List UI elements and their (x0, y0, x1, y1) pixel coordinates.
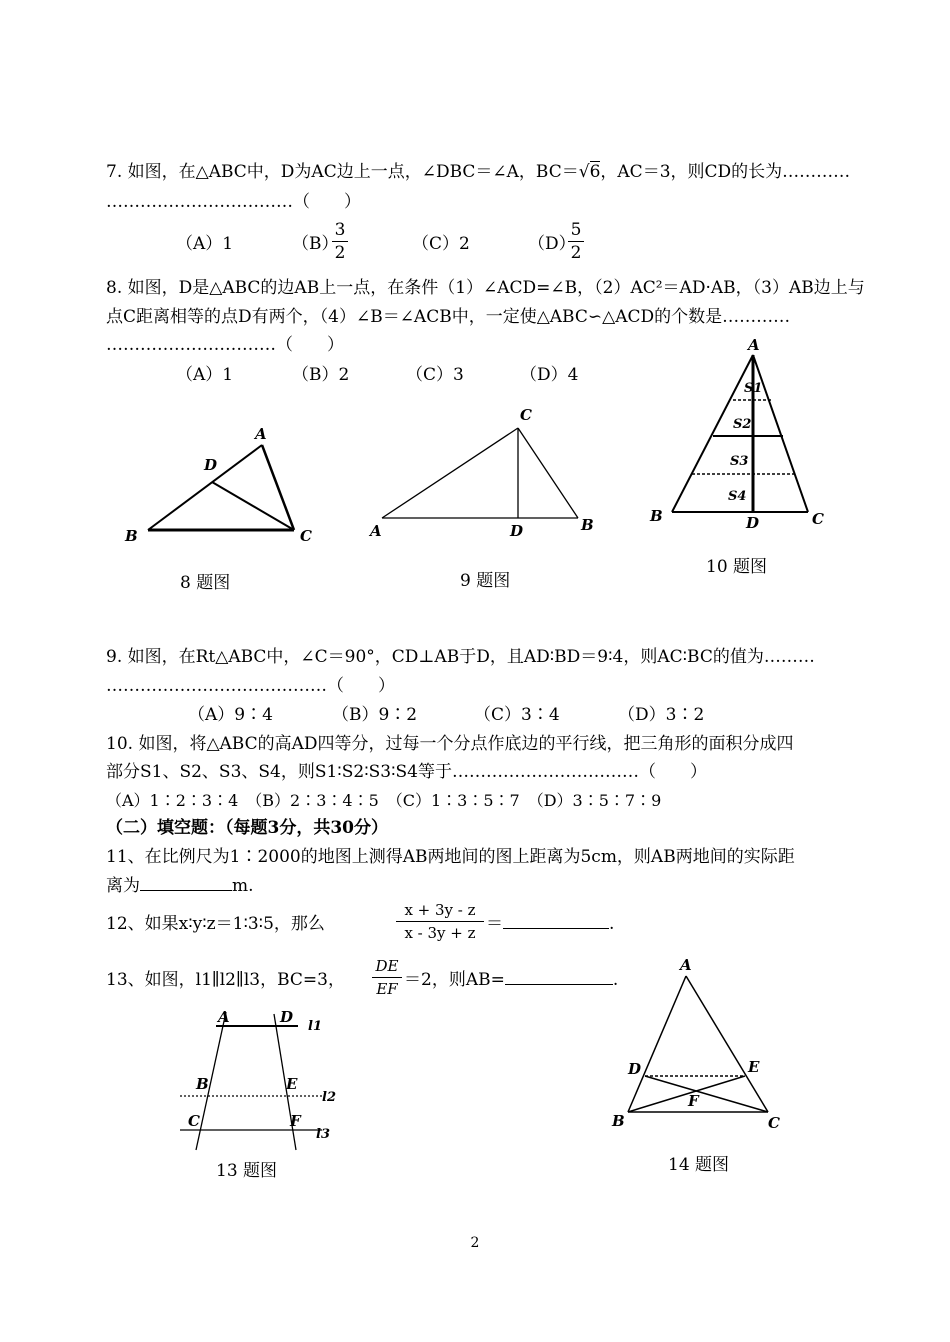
q11-answer-blank[interactable] (140, 876, 232, 891)
q8-line3: …………………………（ ） (106, 335, 344, 355)
q9-option-a: （A）9∶4 (188, 705, 273, 725)
fig10-label-s3: S3 (730, 454, 749, 469)
q7-option-a: （A）1 (176, 234, 234, 254)
fig10-label-c: C (812, 510, 824, 528)
q8-option-b: （B）2 (292, 365, 350, 385)
sqrt-symbol: √ (578, 162, 590, 182)
fig10-label-d: D (746, 514, 760, 532)
q12-suffix: ＝ . (486, 914, 615, 934)
q8-line2: 点C距离相等的点D有两个，（4）∠B＝∠ACB中，一定使△ABC∽△ACD的个数是………… (106, 307, 791, 327)
fig14-label-f: F (688, 1092, 699, 1110)
q7-option-b-fraction: 3 2 (332, 220, 348, 263)
fig13-label-l2: l2 (322, 1090, 336, 1105)
q13-prefix: 13、如图，l1∥l2∥l3，BC=3， (106, 970, 345, 990)
q11-line2: 离为 m. (106, 876, 254, 896)
q9-option-d: （D）3∶2 (618, 705, 705, 725)
fig13-label-l1: l1 (308, 1019, 322, 1034)
fig14-label-e: E (748, 1058, 760, 1076)
fig13-label-f: F (290, 1112, 301, 1130)
fig13-caption: 13 题图 (216, 1161, 278, 1181)
fig10-caption: 10 题图 (706, 557, 768, 577)
q8-option-d: （D）4 (520, 365, 579, 385)
fig8-label-a: A (255, 425, 267, 443)
fig13-label-a: A (218, 1008, 230, 1026)
q10-line1: 10. 如图，将△ABC的高AD四等分，过每一个分点作底边的平行线，把三角形的面积分成四 (106, 734, 794, 754)
fig13-label-e: E (286, 1075, 298, 1093)
fig13-label-l3: l3 (316, 1127, 330, 1142)
figure-8 (148, 445, 294, 530)
q8-option-c: （C）3 (406, 365, 464, 385)
q7-option-c: （C）2 (412, 234, 470, 254)
fig14-label-c: C (768, 1114, 780, 1132)
fig13-label-b: B (196, 1075, 209, 1093)
fig9-caption: 9 题图 (460, 571, 511, 591)
fig8-label-b: B (125, 527, 138, 545)
q10-line2: 部分S1、S2、S3、S4，则S1∶S2∶S3∶S4等于……………………………（ ） (106, 762, 707, 782)
fig14-label-d: D (628, 1060, 642, 1078)
q8-option-a: （A）1 (176, 365, 234, 385)
q9-line2: …………………………………（ ） (106, 676, 395, 696)
q13-fraction: DE EF (372, 956, 402, 999)
fig13-label-d: D (280, 1008, 294, 1026)
section-2-title: （二）填空题：（每题3分，共30分） (106, 818, 388, 838)
fig8-label-c: C (300, 527, 312, 545)
fig10-label-s1: S1 (744, 381, 763, 396)
q7-option-d-fraction: 5 2 (568, 220, 584, 263)
q10-options: （A）1∶2∶3∶4 （B）2∶3∶4∶5 （C）1∶3∶5∶7 （D）3∶5∶7∶9 (106, 791, 662, 810)
q9-line1: 9. 如图，在Rt△ABC中，∠C＝90°，CD⊥AB于D，且AD∶BD＝9∶4，则AC∶BC的值为……… (106, 647, 815, 667)
q7-option-d: （D） (528, 234, 576, 254)
page-number: 2 (470, 1235, 480, 1251)
fig9-label-a: A (370, 522, 382, 540)
q13-answer-blank[interactable] (505, 970, 613, 985)
q7-line2: ……………………………（ ） (106, 192, 361, 212)
fig10-label-b: B (650, 507, 663, 525)
q9-option-c: （C）3∶4 (474, 705, 560, 725)
fig10-label-s4: S4 (728, 489, 747, 504)
q12-fraction: x + 3y - z x - 3y + z (396, 900, 484, 943)
fig8-label-d: D (204, 456, 218, 474)
fig9-label-b: B (581, 516, 594, 534)
fig14-caption: 14 题图 (668, 1155, 730, 1175)
q12-prefix: 12、如果x∶y∶z＝1∶3∶5，那么 (106, 914, 325, 934)
figure-9 (382, 428, 578, 518)
q7-option-b: （B） (292, 234, 339, 254)
fig10-label-s2: S2 (733, 417, 752, 432)
fig14-label-b: B (612, 1112, 625, 1130)
fig8-caption: 8 题图 (180, 573, 231, 593)
q11-line1: 11、在比例尺为1∶2000的地图上测得AB两地间的图上距离为5cm，则AB两地间的实际距 (106, 847, 795, 867)
q12-answer-blank[interactable] (503, 914, 609, 929)
fig13-label-c: C (188, 1112, 200, 1130)
q9-option-b: （B）9∶2 (332, 705, 418, 725)
fig9-label-d: D (510, 522, 524, 540)
q7-line1: 7. 如图，在△ABC中，D为AC边上一点，∠DBC＝∠A，BC＝√6，AC＝3，则CD的长为………… (106, 162, 851, 182)
fig10-label-a: A (748, 336, 760, 354)
fig14-label-a: A (680, 956, 692, 974)
fig9-label-c: C (520, 406, 532, 424)
q13-suffix: ＝2，则AB= . (404, 970, 619, 990)
q8-line1: 8. 如图，D是△ABC的边AB上一点，在条件（1）∠ACD=∠B，（2）AC²＝AD·AB，（3）AB边上与 (106, 278, 865, 298)
